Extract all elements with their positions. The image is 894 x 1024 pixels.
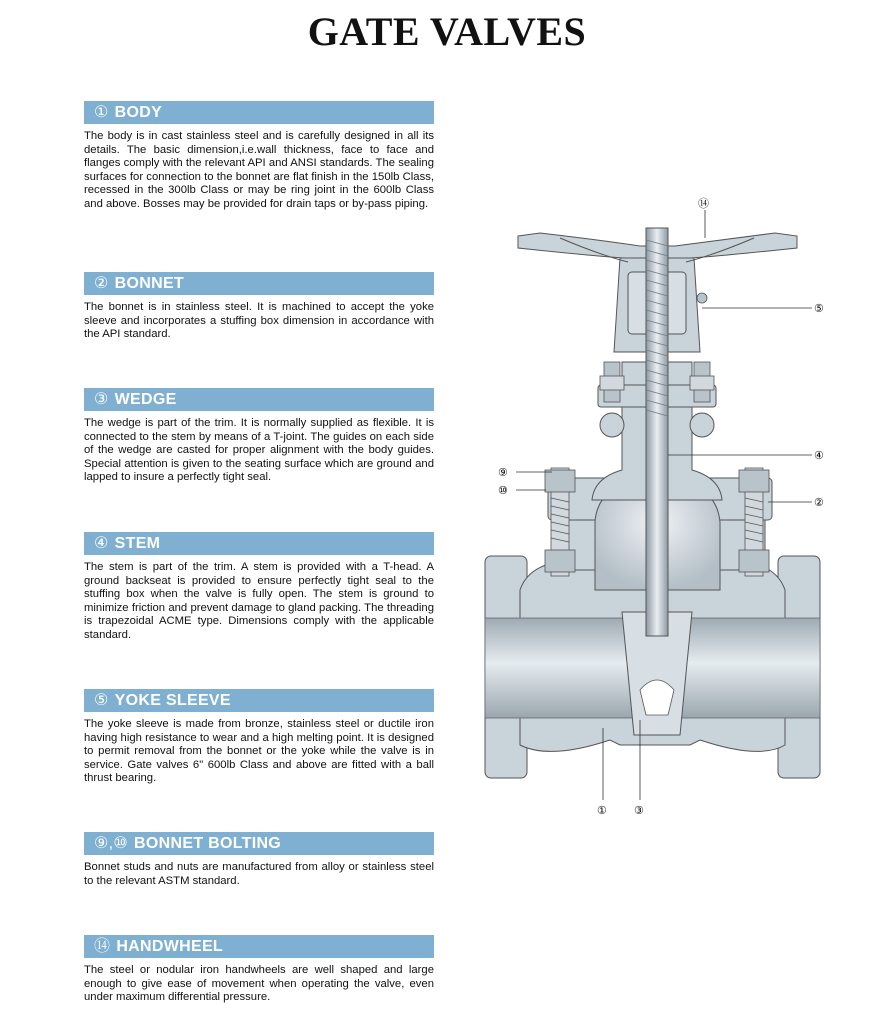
section-heading <box>84 689 434 712</box>
callout-3: ③ <box>634 805 644 817</box>
page-title: GATE VALVES <box>307 9 587 54</box>
section-handwheel <box>84 935 434 1005</box>
section-heading-label: WEDGE <box>114 391 177 408</box>
section-number: ② <box>94 275 109 292</box>
callout-14: ⑭ <box>698 198 709 210</box>
section-heading-label: BONNET <box>114 275 185 292</box>
section-text: The body is in cast stainless steel and is carefully designed in all its details. The basic dimension,i.e.wall thickness, face to face and flanges comply with the relevant API and ANSI standards. The sealing surfaces for connection to the bonnet are flat finish in the 150lb Class, recessed in the 300lb Class or may be ring joint in the 600lb Class and above. Bosses may be provided for drain taps or by-pass piping. <box>84 130 434 210</box>
gate-valve-diagram <box>478 190 838 830</box>
section-heading <box>84 272 434 295</box>
callout-5: ⑤ <box>814 303 824 315</box>
section-text: Bonnet studs and nuts are manufactured from alloy or stainless steel to the relevant ASTM standard. <box>84 861 434 887</box>
section-body <box>84 101 434 212</box>
section-heading <box>84 935 434 958</box>
section-heading-label: BODY <box>114 104 163 121</box>
section-heading <box>84 101 434 124</box>
section-heading-label: HANDWHEEL <box>116 938 224 955</box>
section-bonnet-bolting <box>84 832 434 888</box>
section-heading <box>84 388 434 411</box>
section-heading-label: STEM <box>114 535 161 552</box>
callout-2: ② <box>814 497 824 509</box>
section-text: The steel or nodular iron handwheels are well shaped and large enough to give ease of movement when operating the valve, even under maximum differential pressure. <box>84 964 434 1004</box>
section-bonnet <box>84 272 434 342</box>
section-heading <box>84 532 434 555</box>
section-number: ① <box>94 104 109 121</box>
section-number: ⑤ <box>94 692 109 709</box>
callout-10: ⑩ <box>498 485 508 497</box>
section-text: The yoke sleeve is made from bronze, stainless steel or ductile iron having high resistance to wear and a high melting point. It is designed to permit removal from the bonnet or the yoke while the valve is in service. Gate valves 6" 600lb Class and above are fitted with a ball thrust bearing. <box>84 718 434 785</box>
section-text: The wedge is part of the trim. It is normally supplied as flexible. It is connected to the stem by means of a T-joint. The guides on each side of the wedge are casted for proper alignment with the body guides. Special attention is given to the seating surface which are ground and lapped to insure a perfectly tight seal. <box>84 417 434 484</box>
section-number: ⑨,⑩ <box>94 835 129 852</box>
section-wedge <box>84 388 434 485</box>
section-text: The bonnet is in stainless steel. It is machined to accept the yoke sleeve and incorporates a stuffing box dimension in accordance with the API standard. <box>84 301 434 341</box>
callout-1: ① <box>597 805 607 817</box>
stem <box>646 228 668 636</box>
section-number: ④ <box>94 535 109 552</box>
section-number: ⑭ <box>94 938 111 955</box>
section-heading-label: YOKE SLEEVE <box>114 692 231 709</box>
callout-4: ④ <box>814 450 824 462</box>
section-yoke-sleeve <box>84 689 434 786</box>
section-number: ③ <box>94 391 109 408</box>
section-heading-label: BONNET BOLTING <box>134 835 282 852</box>
section-heading <box>84 832 434 855</box>
section-stem <box>84 532 434 643</box>
callout-9: ⑨ <box>498 467 508 479</box>
section-text: The stem is part of the trim. A stem is provided with a T-head. A ground backseat is provided to ensure perfectly tight seal to the stuffing box when the valve is fully open. The stem is ground to minimize friction and prevent damage to gland packing. The threading is trapezoidal ACME type. Dimensions comply with the applicable standard. <box>84 561 434 641</box>
